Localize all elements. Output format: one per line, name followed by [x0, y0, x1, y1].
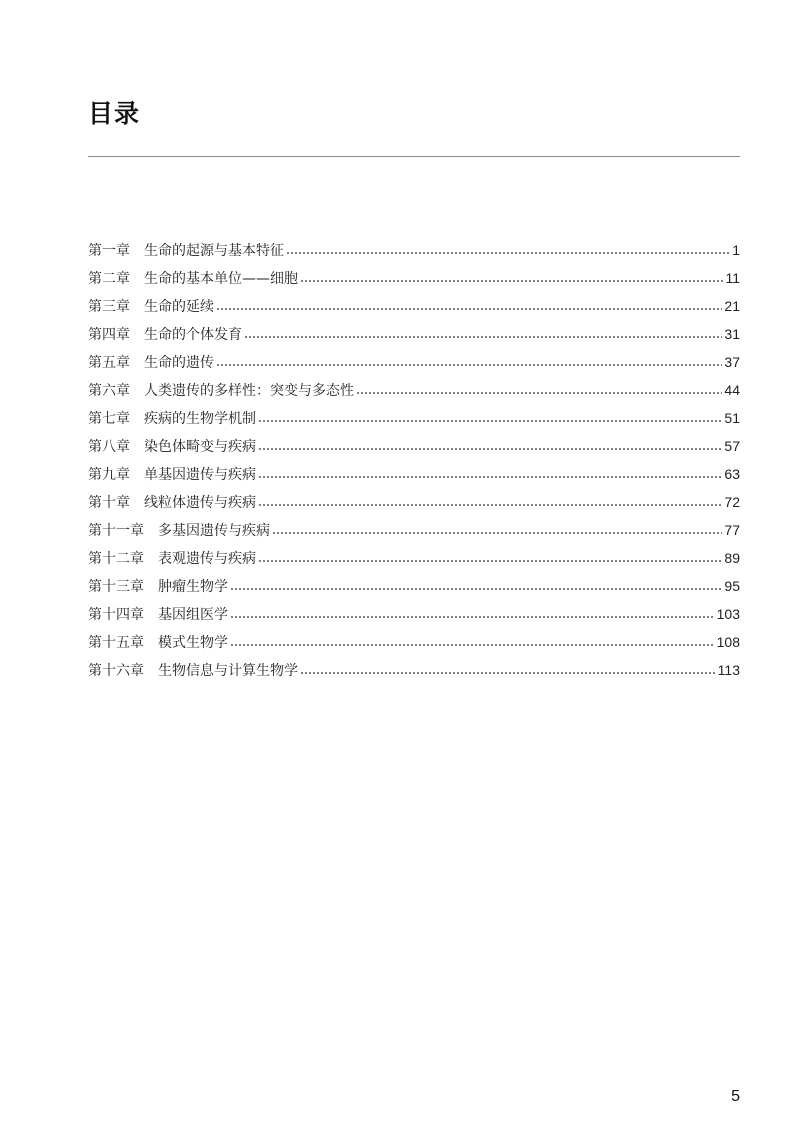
toc-chapter-title: 表观遗传与疾病	[158, 551, 256, 567]
toc-chapter-number: 第二章	[88, 271, 130, 287]
toc-chapter-number: 第十一章	[88, 523, 144, 539]
toc-page-number: 103	[716, 606, 740, 622]
toc-chapter-number: 第八章	[88, 439, 130, 455]
toc-page-number: 51	[724, 410, 740, 426]
toc-chapter-title: 生物信息与计算生物学	[158, 663, 298, 679]
dot-leader	[258, 503, 722, 507]
toc-entry[interactable]	[88, 348, 740, 376]
dot-leader	[356, 391, 722, 395]
toc-chapter-title: 疾病的生物学机制	[144, 411, 256, 427]
title-divider	[88, 156, 740, 157]
dot-leader	[286, 251, 730, 255]
toc-chapter-number: 第五章	[88, 355, 130, 371]
page-number: 5	[731, 1088, 740, 1105]
toc-chapter-title: 生命的个体发育	[144, 327, 242, 343]
toc-chapter-number: 第十二章	[88, 551, 144, 567]
toc-page-number: 63	[724, 466, 740, 482]
toc-entry[interactable]	[88, 292, 740, 320]
toc-entry[interactable]	[88, 320, 740, 348]
toc-page-number: 44	[724, 382, 740, 398]
toc-entry[interactable]	[88, 516, 740, 544]
toc-entry[interactable]	[88, 544, 740, 572]
toc-chapter-number: 第一章	[88, 243, 130, 259]
toc-entry[interactable]	[88, 376, 740, 404]
toc-chapter-title: 模式生物学	[158, 635, 228, 651]
toc-page-number: 77	[724, 522, 740, 538]
toc-chapter-number: 第十三章	[88, 579, 144, 595]
toc-entry[interactable]	[88, 628, 740, 656]
toc-chapter-title: 生命的基本单位——细胞	[144, 271, 298, 287]
toc-entry[interactable]	[88, 460, 740, 488]
toc-chapter-title: 生命的起源与基本特征	[144, 243, 284, 259]
toc-page-number: 21	[724, 298, 740, 314]
dot-leader	[216, 363, 722, 367]
dot-leader	[272, 531, 722, 535]
dot-leader	[230, 615, 715, 619]
toc-chapter-number: 第十六章	[88, 663, 144, 679]
dot-leader	[258, 559, 722, 563]
toc-chapter-number: 第六章	[88, 383, 130, 399]
toc-page-number: 57	[724, 438, 740, 454]
dot-leader	[258, 475, 722, 479]
toc-page-number: 113	[717, 662, 740, 678]
toc-chapter-title: 单基因遗传与疾病	[144, 467, 256, 483]
toc-chapter-number: 第十五章	[88, 635, 144, 651]
dot-leader	[258, 419, 722, 423]
toc-page-number: 108	[716, 634, 740, 650]
toc-page-number: 1	[732, 242, 740, 258]
dot-leader	[230, 587, 722, 591]
dot-leader	[244, 335, 722, 339]
toc-chapter-number: 第十章	[88, 495, 130, 511]
toc-chapter-title: 基因组医学	[158, 607, 228, 623]
toc-page-number: 11	[725, 270, 740, 286]
toc-chapter-title: 肿瘤生物学	[158, 579, 228, 595]
toc-page-number: 37	[724, 354, 740, 370]
toc-chapter-title: 生命的延续	[144, 299, 214, 315]
toc-chapter-title: 人类遗传的多样性：突变与多态性	[144, 383, 354, 399]
toc-chapter-title: 生命的遗传	[144, 355, 214, 371]
toc-chapter-title: 线粒体遗传与疾病	[144, 495, 256, 511]
dot-leader	[300, 279, 723, 283]
toc-entry[interactable]	[88, 404, 740, 432]
toc-chapter-number: 第十四章	[88, 607, 144, 623]
page-title: 目录	[88, 99, 141, 128]
toc-chapter-title: 多基因遗传与疾病	[158, 523, 270, 539]
toc-entry[interactable]	[88, 656, 740, 684]
toc-entry[interactable]	[88, 488, 740, 516]
toc-entry[interactable]	[88, 572, 740, 600]
toc-chapter-number: 第四章	[88, 327, 130, 343]
dot-leader	[258, 447, 722, 451]
toc-page-number: 72	[724, 494, 740, 510]
toc-entry[interactable]	[88, 432, 740, 460]
toc-entry[interactable]	[88, 600, 740, 628]
toc-entry[interactable]	[88, 264, 740, 292]
table-of-contents	[88, 236, 740, 684]
toc-entry[interactable]	[88, 236, 740, 264]
toc-page-number: 95	[724, 578, 740, 594]
dot-leader	[216, 307, 722, 311]
toc-chapter-title: 染色体畸变与疾病	[144, 439, 256, 455]
toc-chapter-number: 第七章	[88, 411, 130, 427]
toc-chapter-number: 第九章	[88, 467, 130, 483]
dot-leader	[230, 643, 715, 647]
toc-page-number: 31	[724, 326, 740, 342]
toc-page-number: 89	[724, 550, 740, 566]
dot-leader	[300, 671, 716, 675]
toc-chapter-number: 第三章	[88, 299, 130, 315]
